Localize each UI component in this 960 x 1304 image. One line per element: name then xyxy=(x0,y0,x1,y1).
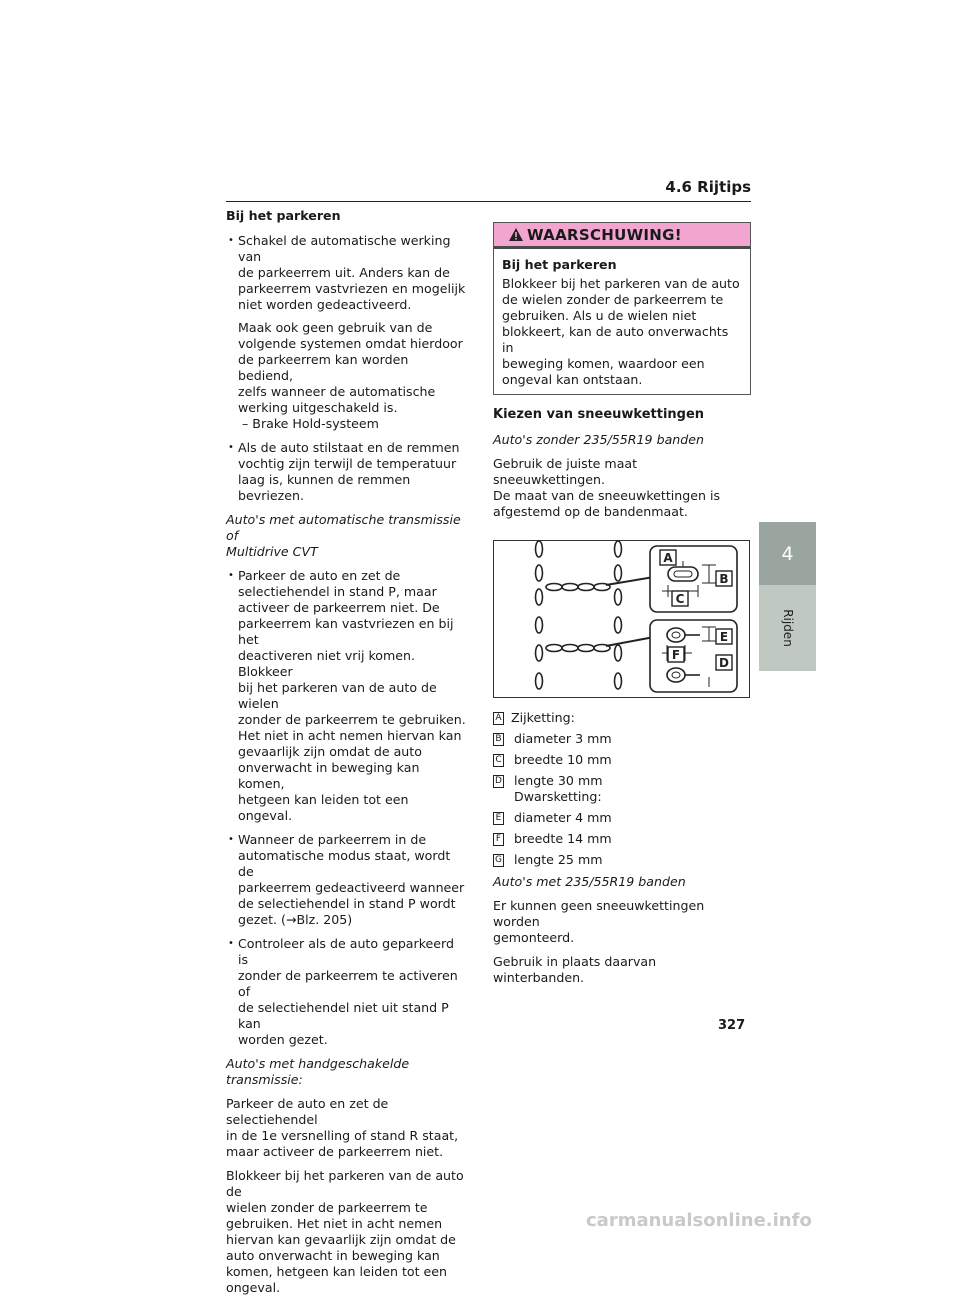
chapter-label-text: Rijden xyxy=(780,609,795,647)
snow-chain-diagram xyxy=(493,540,750,698)
chapter-label[interactable] xyxy=(759,585,816,671)
legend-key: D xyxy=(493,775,504,788)
bullet-brakes-freeze: • Als de auto stilstaat en de remmen vochtig zijn terwijl de temperatuur laag is, kunnen de remmen bevriezen. xyxy=(226,440,466,504)
cvt-note: Auto's met automatische transmissie of Multidrive CVT xyxy=(226,512,461,559)
page-reference-link[interactable]: gezet. (→Blz. 205) xyxy=(238,912,353,927)
figure-label-d: D xyxy=(719,656,729,670)
bullet-auto-parking-brake: • Schakel de automatische werking van de parkeerrem uit. Anders kan de parkeerrem vastvriezen en mogelijk niet worden gedeactiveerd. Maak ook geen gebruik van de volgende systemen omdat hierdoor de parkeerrem kan worden bediend, zelfs wanneer de automatische werking uitgeschakeld is. – Brake Hold-systeem xyxy=(226,233,466,432)
legend-key: E xyxy=(493,812,504,825)
brake-hold-item: – Brake Hold-systeem xyxy=(242,416,379,431)
bullet-park-position-p: • Parkeer de auto en zet de selectiehendel in stand P, maar activeer de parkeerrem niet. De parkeerrem kan vastvriezen en bij het deactiveren niet vrij komen. Blokkeer bij het parkeren van de auto de wielen zonder de parkeerrem te gebruiken. Het niet in acht nemen hiervan kan gevaarlijk zijn omdat de auto onverwacht in beweging kan komen, hetgeen kan leiden tot een ongeval. xyxy=(226,568,466,824)
figure-label-a: A xyxy=(663,551,673,565)
warning-header xyxy=(494,223,750,249)
warning-triangle-icon xyxy=(508,227,524,242)
warning-body: Bij het parkeren Blokkeer bij het parkeren van de auto de wielen zonder de parkeerrem te gebruiken. Als u de wielen niet blokkeert, kan de auto onverwachts in beweging komen, waardoor een ongeval kan ontstaan. xyxy=(494,249,750,394)
tire-size-note-1: Auto's zonder 235/55R19 banden xyxy=(493,432,704,447)
tire-size-note-2: Auto's met 235/55R19 banden xyxy=(493,874,686,889)
warning-title: WAARSCHUWING! xyxy=(527,225,682,244)
legend-item: D lengte 30 mm Dwarsketting: xyxy=(493,773,751,805)
warning-box xyxy=(493,222,751,395)
figure-label-e: E xyxy=(719,630,729,644)
snow-chains-para: Gebruik de juiste maat sneeuwkettingen. De maat van de sneeuwkettingen is afgestemd op de bandenmaat. xyxy=(493,456,721,519)
manual-transmission-note: Auto's met handgeschakelde transmissie: xyxy=(226,1056,410,1087)
legend-item: G lengte 25 mm xyxy=(495,852,603,867)
chapter-number: 4 xyxy=(781,542,794,565)
legend-item: B diameter 3 mm xyxy=(493,731,751,747)
chain-illustration xyxy=(494,541,749,697)
dimension-legend xyxy=(493,710,751,868)
bullet-subtext: Maak ook geen gebruik van de volgende systemen omdat hierdoor de parkeerrem kan worden bediend, zelfs wanneer de automatische werking uitgeschakeld is. – Brake Hold-systeem xyxy=(238,320,466,432)
watermark: carmanualsonline.info xyxy=(586,1210,812,1231)
legend-key: F xyxy=(493,833,504,846)
legend-key: B xyxy=(493,733,504,746)
legend-item: C breedte 10 mm xyxy=(493,752,751,768)
figure-label-c: C xyxy=(675,592,685,606)
legend-item: E diameter 4 mm xyxy=(493,810,751,826)
bullet-check-parked: • Controleer als de auto geparkeerd is zonder de parkeerrem te activeren of de selectiehendel niet uit stand P kan worden gezet. xyxy=(226,936,466,1048)
legend-item: F breedte 14 mm xyxy=(493,831,751,847)
warning-heading: Bij het parkeren xyxy=(502,257,617,272)
manual-para-2: Blokkeer bij het parkeren van de auto de wielen zonder de parkeerrem te gebruiken. Het niet in acht nemen hiervan kan gevaarlijk zijn omdat de auto onverwacht in beweging kan komen, hetgeen kan leiden tot een ongeval. xyxy=(226,1168,464,1295)
legend-item: A Zijketting: xyxy=(493,710,751,726)
right-column xyxy=(493,222,751,994)
legend-key: C xyxy=(493,754,504,767)
snow-chains-heading: Kiezen van sneeuwkettingen xyxy=(493,407,705,422)
no-chains-para: Er kunnen geen sneeuwkettingen worden gemonteerd. xyxy=(493,898,705,945)
figure-label-f: F xyxy=(671,648,681,662)
left-column xyxy=(226,208,466,1304)
manual-para-1: Parkeer de auto en zet de selectiehendel in de 1e versnelling of stand R staat, maar activeer de parkeerrem niet. xyxy=(226,1096,459,1159)
section-title: 4.6 Rijtips xyxy=(665,178,751,196)
parking-heading: Bij het parkeren xyxy=(226,208,341,223)
figure-label-b: B xyxy=(719,572,729,586)
legend-key: G xyxy=(493,854,504,867)
page-number: 327 xyxy=(718,1018,746,1033)
chapter-tab[interactable] xyxy=(759,522,816,585)
bullet-auto-mode-deactivate: • Wanneer de parkeerrem in de automatische modus staat, wordt de parkeerrem gedeactiveerd wanneer de selectiehendel in stand P wordt gezet. (→Blz. 205) xyxy=(226,832,466,928)
page-header xyxy=(226,178,751,202)
legend-key: A xyxy=(493,712,504,725)
winter-tires-para: Gebruik in plaats daarvan winterbanden. xyxy=(493,954,657,985)
